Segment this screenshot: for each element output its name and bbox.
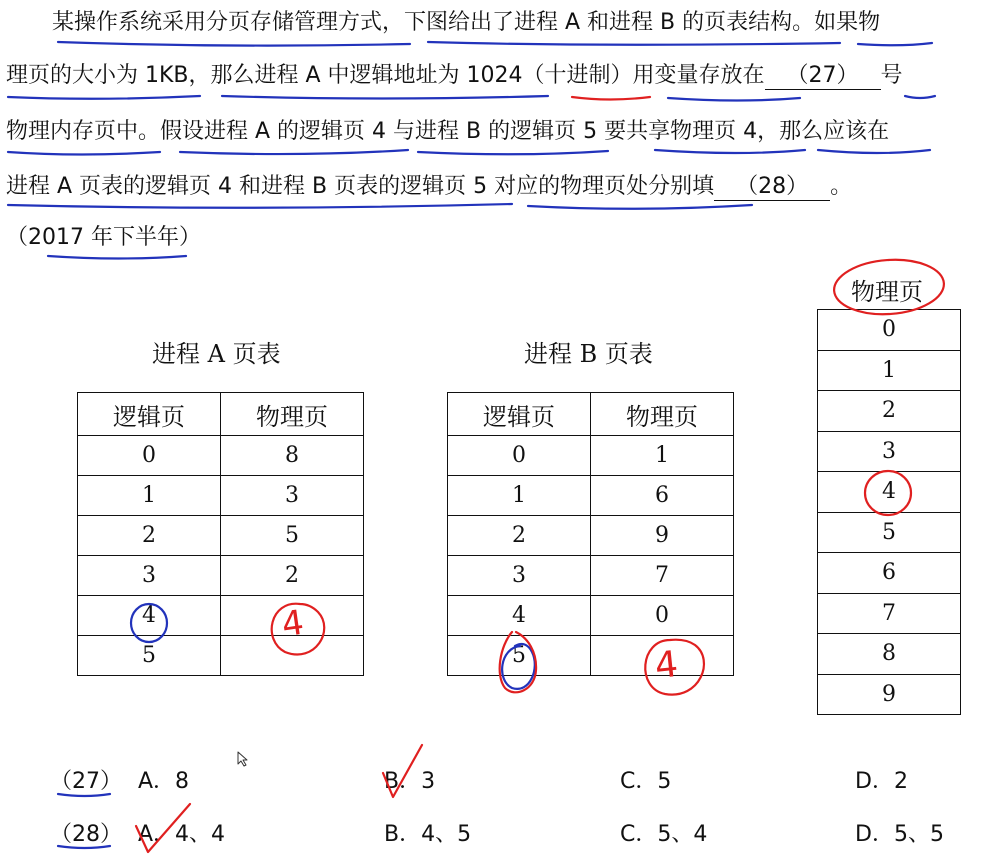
logical-cell: 2 bbox=[448, 516, 591, 556]
page-table-a bbox=[77, 392, 364, 676]
table-row bbox=[448, 476, 734, 516]
physical-cell: 8 bbox=[221, 436, 364, 476]
page-table-b bbox=[447, 392, 734, 676]
table-a-title: 进程 A 页表 bbox=[152, 340, 281, 368]
physical-cell: 0 bbox=[591, 596, 734, 636]
col-logical: 逻辑页 bbox=[78, 393, 221, 436]
table-b-title: 进程 B 页表 bbox=[524, 340, 653, 368]
table-row bbox=[78, 636, 364, 676]
physical-cell: 1 bbox=[591, 436, 734, 476]
col-physical: 物理页 bbox=[221, 393, 364, 436]
question-text: 理页的大小为 1KB，那么进程 A 中逻辑地址为 1024（十进制）用变量存放在 bbox=[6, 63, 765, 88]
question-text: 。 bbox=[830, 174, 853, 199]
table-header bbox=[78, 393, 364, 436]
year-label: （2017 年下半年） bbox=[6, 225, 201, 250]
option-28-a[interactable]: A．4、4 bbox=[138, 822, 226, 847]
question-text: 物理内存页中。假设进程 A 的逻辑页 4 与进程 B 的逻辑页 5 要共享物理页 4，那么应该在 bbox=[6, 119, 890, 144]
logical-cell: 3 bbox=[78, 556, 221, 596]
table-row bbox=[78, 556, 364, 596]
question-line-1 bbox=[52, 8, 880, 38]
memory-row bbox=[818, 431, 961, 472]
underline bbox=[8, 96, 200, 99]
logical-cell: 5 bbox=[78, 636, 221, 676]
memory-row bbox=[818, 350, 961, 391]
underline bbox=[428, 42, 840, 45]
memory-row bbox=[818, 553, 961, 594]
question-text: 某操作系统采用分页存储管理方式，下图给出了进程 A 和进程 B 的页表结构。如果物 bbox=[52, 10, 881, 35]
logical-cell: 4 bbox=[78, 596, 221, 636]
logical-cell: 3 bbox=[448, 556, 591, 596]
col-physical: 物理页 bbox=[591, 393, 734, 436]
memory-page: 9 bbox=[818, 674, 961, 715]
underline bbox=[180, 150, 408, 154]
memory-row bbox=[818, 674, 961, 715]
option-27-d[interactable]: D．2 bbox=[855, 769, 908, 794]
options-28-label: （28） bbox=[50, 822, 122, 847]
memory-page: 2 bbox=[818, 391, 961, 432]
memory-page: 7 bbox=[818, 593, 961, 634]
table-row bbox=[448, 596, 734, 636]
table-row bbox=[448, 436, 734, 476]
memory-page: 5 bbox=[818, 512, 961, 553]
underline bbox=[48, 256, 186, 259]
logical-cell: 0 bbox=[448, 436, 591, 476]
table-header bbox=[448, 393, 734, 436]
physical-cell: 7 bbox=[591, 556, 734, 596]
memory-row bbox=[818, 472, 961, 513]
handwritten-answer-a: 4 bbox=[279, 602, 307, 646]
underline bbox=[58, 42, 410, 46]
physical-memory-table bbox=[817, 309, 961, 715]
logical-cell: 4 bbox=[448, 596, 591, 636]
memory-row bbox=[818, 593, 961, 634]
underline bbox=[655, 150, 805, 153]
option-27-c[interactable]: C．5 bbox=[620, 769, 672, 794]
option-28-d[interactable]: D．5、5 bbox=[855, 822, 944, 847]
memory-page: 4 bbox=[818, 472, 961, 513]
option-28-b[interactable]: B．4、5 bbox=[384, 822, 472, 847]
table-row bbox=[78, 476, 364, 516]
physical-cell: 2 bbox=[221, 556, 364, 596]
options-27-label: （27） bbox=[50, 769, 122, 794]
question-text: 号 bbox=[880, 63, 903, 88]
blank-27: （27） bbox=[765, 63, 881, 90]
handwritten-answer-b: 4 bbox=[652, 643, 680, 688]
question-text: 进程 A 页表的逻辑页 4 和进程 B 页表的逻辑页 5 对应的物理页处分别填 bbox=[6, 174, 715, 199]
mouse-cursor-icon bbox=[238, 752, 247, 766]
question-year bbox=[6, 223, 201, 253]
table-row bbox=[78, 516, 364, 556]
underline bbox=[668, 98, 800, 101]
underline bbox=[858, 43, 932, 45]
logical-cell: 1 bbox=[78, 476, 221, 516]
memory-row bbox=[818, 512, 961, 553]
option-28-c[interactable]: C．5、4 bbox=[620, 822, 708, 847]
table-row bbox=[448, 556, 734, 596]
underline bbox=[8, 152, 160, 155]
memory-row bbox=[818, 391, 961, 432]
table-row bbox=[448, 516, 734, 556]
question-line-3 bbox=[6, 117, 889, 147]
memory-row bbox=[818, 634, 961, 675]
memory-page: 0 bbox=[818, 310, 961, 351]
question-line-4 bbox=[6, 172, 852, 202]
logical-cell: 1 bbox=[448, 476, 591, 516]
underline bbox=[528, 205, 752, 209]
col-logical: 逻辑页 bbox=[448, 393, 591, 436]
physical-cell: 5 bbox=[221, 516, 364, 556]
underline bbox=[905, 96, 935, 98]
underline bbox=[818, 150, 930, 153]
physical-cell: 9 bbox=[591, 516, 734, 556]
logical-cell: 0 bbox=[78, 436, 221, 476]
question-line-2 bbox=[6, 61, 903, 91]
option-27-a[interactable]: A．8 bbox=[138, 769, 190, 794]
logical-cell: 5 bbox=[448, 636, 591, 676]
physical-cell: 6 bbox=[591, 476, 734, 516]
option-27-b[interactable]: B．3 bbox=[384, 769, 436, 794]
memory-page: 3 bbox=[818, 431, 961, 472]
table-row bbox=[78, 436, 364, 476]
underline bbox=[572, 97, 650, 100]
underline bbox=[8, 204, 512, 208]
underline bbox=[418, 151, 608, 154]
logical-cell: 2 bbox=[78, 516, 221, 556]
memory-page: 6 bbox=[818, 553, 961, 594]
memory-page: 8 bbox=[818, 634, 961, 675]
memory-title: 物理页 bbox=[851, 278, 923, 306]
table-row bbox=[78, 596, 364, 636]
memory-page: 1 bbox=[818, 350, 961, 391]
memory-row bbox=[818, 310, 961, 351]
underline bbox=[222, 96, 548, 99]
blank-28: （28） bbox=[714, 174, 830, 201]
table-row bbox=[448, 636, 734, 676]
physical-cell: 3 bbox=[221, 476, 364, 516]
